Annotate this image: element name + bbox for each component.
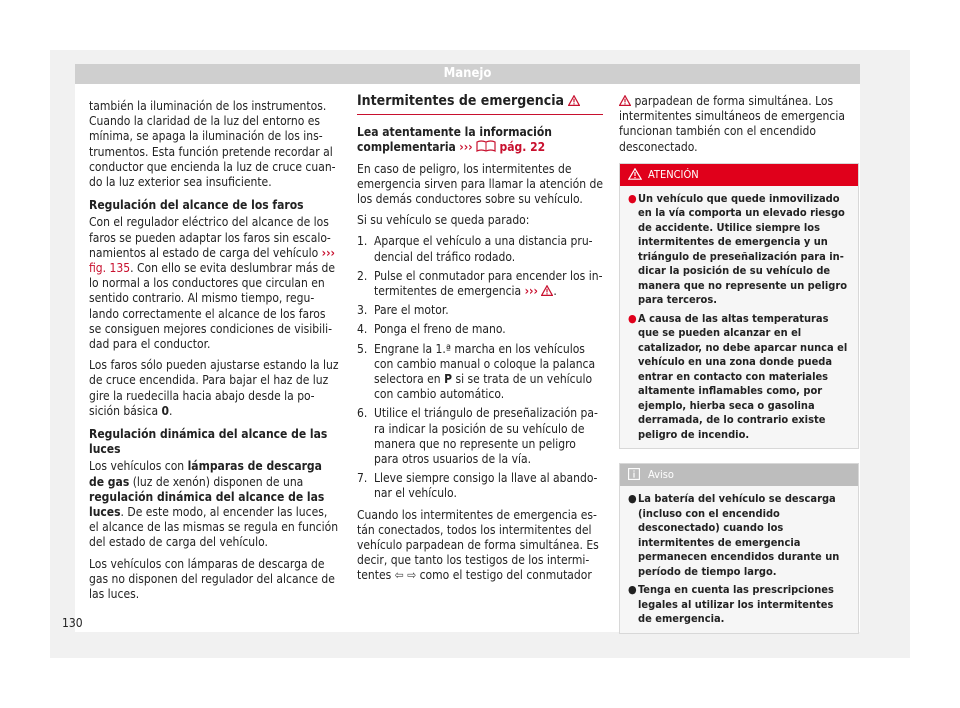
page-number: 130	[62, 616, 83, 630]
position-zero: 0	[161, 403, 170, 418]
column-left	[89, 99, 339, 608]
column-right	[619, 94, 859, 634]
note-box-header: Aviso	[620, 464, 858, 486]
section-header: Manejo	[75, 64, 860, 84]
list-item: 7. Lleve siempre consigo la llave al abandonar el vehículo.	[357, 471, 598, 501]
warning-box-header: ATENCIÓN	[620, 164, 858, 186]
subheading-dynamic-range: Regulación dinámica del alcance de las luces	[89, 427, 328, 457]
steps-list	[357, 234, 603, 501]
list-item: 1. Aparque el vehículo a una distancia prudencial del tráfico rodado.	[357, 234, 593, 264]
manual-page	[75, 64, 860, 632]
paragraph: Los vehículos con lámparas de descarga de gas (luz de xenón) disponen de una regulación dinámica del alcance de las luces. De este modo, al encender las luces, el alcance de las mismas se regula en función del estado de carga del vehículo.	[89, 459, 339, 550]
note-box	[619, 463, 859, 634]
warning-triangle-icon	[619, 95, 631, 106]
info-icon	[628, 468, 640, 480]
book-icon	[476, 140, 496, 152]
warning-box-body	[620, 186, 858, 449]
paragraph: Cuando los intermitentes de emergencia están conectados, todos los intermitentes del vehículo parpadean de forma simultánea. Es decir, que tanto los testigos de los intermitentes ⇦ ⇨ como el testigo del conmutador	[357, 507, 599, 583]
paragraph: En caso de peligro, los intermitentes de emergencia sirven para llamar la atención de los demás conductores sobre su vehículo.	[357, 161, 603, 207]
list-item: ● La batería del vehículo se descarga (incluso con el encendido desconectado) cuando los intermitentes de emergencia permanecen encendidos durante un período de tiempo largo.	[628, 492, 840, 578]
reference-arrow: ›››	[459, 140, 473, 155]
list-item: ● Tenga en cuenta las prescripciones legales al utilizar los intermitentes de emergencia.	[628, 583, 834, 626]
subheading-headlight-range: Regulación del alcance de los faros	[89, 198, 304, 213]
column-middle	[357, 94, 603, 590]
reference-arrow: ›››	[524, 284, 538, 299]
turn-signal-arrows-icon: ⇦ ⇨	[394, 568, 417, 583]
warning-triangle-icon	[568, 95, 580, 106]
list-item: 4. Ponga el freno de mano.	[357, 322, 506, 337]
paragraph: parpadean de forma simultánea. Los intermitentes simultáneos de emergencia funcionan también con el encendido desconectado.	[619, 94, 845, 154]
list-item: ● A causa de las altas temperaturas que se pueden alcanzar en el catalizador, no debe aparcar nunca el vehículo en una zona donde pueda entrar en contacto con materiales altamente inflamables como, por ejemplo, hierba seca o gasolina derramada, de lo contrario existe peligro de incendio.	[628, 311, 848, 441]
page-reference-link[interactable]: pág. 22	[499, 140, 546, 155]
note-box-body	[620, 486, 858, 633]
figure-reference-link[interactable]: fig. 135	[89, 261, 131, 276]
paragraph: Los faros sólo pueden ajustarse estando la luz de cruce encendida. Para bajar el haz de luz gire la ruedecilla hacia abajo desde la posición básica 0.	[89, 358, 339, 418]
section-title: Intermitentes de emergencia	[357, 94, 603, 115]
intro-note: Lea atentamente la información complementaria ››› pág. 22	[357, 125, 552, 155]
warning-box	[619, 163, 859, 450]
reference-arrow: ›››	[321, 245, 335, 260]
warning-triangle-icon	[541, 285, 553, 296]
paragraph: Con el regulador eléctrico del alcance de los faros se pueden adaptar los faros sin escalonamientos al estado de carga del vehículo ››› fig. 135. Con ello se evita deslumbrar más de lo normal a los conductores que circulan en sentido contrario. Al mismo tiempo, regulando correctamente el alcance de los faros se consiguen mejores condiciones de visibilidad para el conductor.	[89, 215, 336, 352]
paragraph: Los vehículos con lámparas de descarga de gas no disponen del regulador del alcance de las luces.	[89, 556, 335, 602]
list-item: ● Un vehículo que quede inmovilizado en la vía comporta un elevado riesgo de accidente. Utilice siempre los intermitentes de emergencia y un triángulo de preseñalización para indicar la posición de su vehículo de manera que no represente un peligro para terceros.	[628, 191, 848, 307]
list-item: 6. Utilice el triángulo de preseñalización para indicar la posición de su vehículo de manera que no represente un peligro para otros usuarios de la vía.	[357, 406, 598, 467]
paragraph: Si su vehículo se queda parado:	[357, 213, 530, 228]
list-item: 2. Pulse el conmutador para encender los intermitentes de emergencia ››› .	[357, 268, 603, 299]
list-item: 3. Pare el motor.	[357, 303, 449, 318]
warning-triangle-icon	[628, 168, 642, 180]
list-item: 5. Engrane la 1.ª marcha en los vehículos con cambio manual o coloque la palanca selectora en P si se trata de un vehículo con cambio automático.	[357, 341, 596, 402]
paragraph: también la iluminación de los instrumentos. Cuando la claridad de la luz del entorno es mínima, se apaga la iluminación de los instrumentos. Esta función pretende recordar al conductor que encienda la luz de cruce cuando la luz exterior sea insuficiente.	[89, 99, 336, 190]
